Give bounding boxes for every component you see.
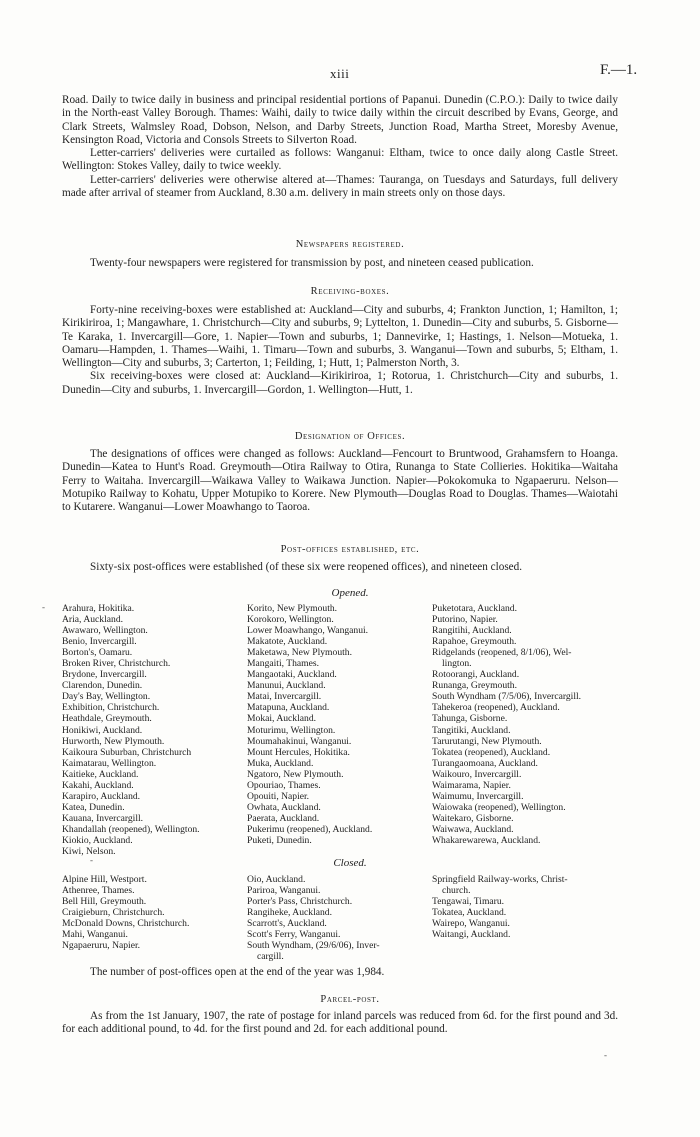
opened-office-entry: Awawaro, Wellington. — [62, 625, 148, 637]
opened-office-entry: Khandallah (reopened), Wellington. — [62, 823, 200, 835]
opened-office-entry: Kaikoura Suburban, Christchurch — [62, 746, 192, 758]
opened-office-entry: Kaitieke, Auckland. — [62, 768, 139, 780]
closed-column-1 — [62, 874, 189, 951]
opened-office-entry: Tangitiki, Auckland. — [432, 724, 511, 736]
newspapers-heading: Newspapers registered. — [295, 239, 405, 250]
opened-office-entry: Aria, Auckland. — [62, 614, 124, 626]
margin-mark: - — [604, 1050, 607, 1060]
opened-office-entry: Putorino, Napier. — [432, 614, 498, 626]
opened-office-entry: Waimumu, Invercargill. — [432, 790, 524, 802]
opened-office-entry: Brydone, Invercargill. — [62, 669, 147, 681]
closed-subheading: Closed. — [333, 857, 367, 869]
opened-office-entry: Pukerimu (reopened), Auckland. — [247, 823, 373, 835]
opened-office-entry: Kakahi, Auckland. — [62, 779, 134, 791]
opened-office-entry: lington. — [442, 658, 472, 670]
margin-mark: - — [90, 855, 93, 865]
parcel-post-text: As from the 1st January, 1907, the rate of postage for inland parcels was reduced from 6d. for the first pound and 3d. for each additional pound, to 4d. for the first pound and 2d. for each additional pound. — [62, 1010, 618, 1036]
closed-column-2 — [247, 874, 380, 962]
opened-office-entry: Mangaotaki, Auckland. — [247, 669, 337, 681]
margin-mark: - — [42, 602, 45, 612]
opened-office-entry: Katea, Dunedin. — [62, 801, 125, 813]
opened-office-entry: Opouriao, Thames. — [247, 779, 321, 791]
page-number: xiii — [330, 66, 350, 81]
opened-office-entry: Rotoorangi, Auckland. — [432, 669, 520, 681]
receiving-boxes-established: Forty-nine receiving-boxes were established at: Auckland—City and suburbs, 4; Frankton Junction, 1; Hamilton, 1; Kirikiriroa, 1; Mangawhare, 1. Christchurch—City and suburbs, 9; Lyttelton, 1. Dunedin—City and suburbs, 5. Gisborne—Te Karaka, 1. Invercargill—Gore, 1. Napier—Town and suburbs, 1; Dannevirke, 1; Hastings, 1. Nelson—Motueka, 1. Oamaru—Hampden, 1. Thames—Waihi, 1. Timaru—Town and suburbs, 3. Wanganui—Town and suburbs, 5; Eltham, 1. Wellington—City and suburbs, 3; Carterton, 1; Feilding, 1; Hutt, 1; Palmerston North, 3. — [62, 304, 618, 370]
closed-office-entry: Bell Hill, Greymouth. — [62, 896, 147, 908]
closed-office-entry: Scott's Ferry, Wanganui. — [247, 929, 341, 941]
opened-office-entry: Benio, Invercargill. — [62, 636, 137, 648]
closed-office-entry: Pariroa, Wanganui. — [247, 885, 321, 897]
closed-office-entry: Ngapaeruru, Napier. — [62, 940, 141, 952]
opened-office-entry: Day's Bay, Wellington. — [62, 691, 151, 703]
opened-office-entry: Makatote, Auckland. — [247, 636, 328, 648]
document-reference: F.—1. — [600, 62, 638, 78]
opened-office-entry: Rangitihi, Auckland. — [432, 625, 512, 637]
opened-column-2 — [247, 603, 372, 846]
opened-office-entry: Tahunga, Gisborne. — [432, 713, 508, 725]
opened-office-entry: Ngatoro, New Plymouth. — [247, 768, 344, 780]
opened-office-entry: Tokatea (reopened), Auckland. — [432, 746, 551, 758]
opened-office-entry: Paerata, Auckland. — [247, 812, 320, 824]
opened-office-entry: Manunui, Auckland. — [247, 680, 326, 692]
opened-office-entry: Lower Moawhango, Wanganui. — [247, 625, 369, 637]
opened-office-entry: Ridgelands (reopened, 8/1/06), Wel- — [432, 647, 572, 659]
opened-column-1 — [62, 603, 200, 857]
opened-office-entry: Kiokio, Auckland. — [62, 834, 133, 846]
opened-office-entry: Puketotara, Auckland. — [432, 603, 517, 614]
closed-office-entry: Craigieburn, Christchurch. — [62, 907, 165, 919]
opened-office-entry: Karapiro, Auckland. — [62, 790, 141, 802]
closed-office-entry: Athenree, Thames. — [62, 885, 135, 897]
opened-office-entry: Tahekeroa (reopened), Auckland. — [432, 702, 560, 714]
closed-office-entry: McDonald Downs, Christchurch. — [62, 918, 190, 930]
opened-office-entry: Waiowaka (reopened), Wellington. — [432, 801, 566, 813]
opened-office-entry: Kaimatarau, Wellington. — [62, 757, 157, 769]
intro-paragraph-1: Road. Daily to twice daily in business and principal residential portions of Papanui. Dunedin (C.P.O.): Daily to twice daily in the North-east Valley Borough. Thames: Waihi, daily to twice daily within the circuit described by Evans, George, and Clark Streets, Walmsley Road, Dobson, Nelson, and Darby Streets, Junction Road, Martha Street, Moresby Avenue, Kensington Road, Victoria and Consols Streets to Silverton Road. — [62, 94, 618, 146]
closed-office-entry: church. — [442, 885, 471, 897]
receiving-boxes-section — [62, 304, 618, 397]
opened-office-entry: Kiwi, Nelson. — [62, 846, 116, 858]
opened-office-entry: Hurworth, New Plymouth. — [62, 735, 165, 747]
closed-office-entry: Wairepo, Wanganui. — [432, 918, 510, 930]
closed-office-entry: Mahi, Wanganui. — [62, 929, 128, 941]
opened-office-entry: Waitekaro, Gisborne. — [432, 812, 514, 824]
opened-office-entry: Runanga, Greymouth. — [432, 680, 517, 692]
opened-office-entry: Arahura, Hokitika. — [62, 603, 135, 614]
opened-office-entry: Turangaomoana, Auckland. — [432, 757, 538, 769]
closed-office-entry: South Wyndham, (29/6/06), Inver- — [247, 940, 380, 952]
opened-office-entry: Mount Hercules, Hokitika. — [247, 746, 350, 758]
opened-office-entry: Owhata, Auckland. — [247, 801, 321, 813]
opened-office-entry: Heathdale, Greymouth. — [62, 713, 152, 725]
opened-office-entry: Tarurutangi, New Plymouth. — [432, 735, 542, 747]
post-offices-heading: Post-offices established, etc. — [280, 544, 420, 555]
opened-office-entry: Borton's, Oamaru. — [62, 647, 133, 659]
closed-office-entry: Porter's Pass, Christchurch. — [247, 896, 353, 908]
opened-office-entry: Rapahoe, Greymouth. — [432, 636, 517, 648]
opened-office-entry: Mokai, Auckland. — [247, 713, 317, 725]
intro-paragraph-2: Letter-carriers' deliveries were curtailed as follows: Wanganui: Eltham, twice to once daily along Castle Street. Wellington: Stokes Valley, daily to twice weekly. — [62, 147, 618, 173]
closed-office-entry: Oio, Auckland. — [247, 874, 306, 885]
closed-office-entry: Tengawai, Timaru. — [432, 896, 505, 908]
opened-office-entry: Waimarama, Napier. — [432, 779, 511, 791]
post-offices-total: The number of post-offices open at the end of the year was 1,984. — [90, 966, 385, 978]
opened-office-entry: Waiwawa, Auckland. — [432, 823, 514, 835]
closed-office-entry: Tokatea, Auckland. — [432, 907, 507, 919]
opened-office-entry: Moturimu, Wellington. — [247, 724, 336, 736]
receiving-boxes-closed: Six receiving-boxes were closed at: Auckland—Kirikiriroa, 1; Rotorua, 1. Christchurch—City and suburbs, 1. Dunedin—City and suburbs, 1. Invercargill—Gordon, 1. Wellington—Hutt, 1. — [62, 370, 618, 396]
opened-office-entry: Maketawa, New Plymouth. — [247, 647, 352, 659]
closed-office-entry: Waitangi, Auckland. — [432, 929, 511, 941]
opened-office-entry: Opouiti, Napier. — [247, 790, 310, 802]
opened-office-entry: South Wyndham (7/5/06), Invercargill. — [432, 691, 582, 703]
opened-office-entry: Mangaiti, Thames. — [247, 658, 320, 670]
closed-office-entry: Rangiheke, Auckland. — [247, 907, 332, 919]
designation-text: The designations of offices were changed as follows: Auckland—Fencourt to Bruntwood, Grahamsfern to Hoanga. Dunedin—Katea to Hunt's Road. Greymouth—Otira Railway to Otira, Runanga to State Collieries. Hokitika—Waitaha Ferry to Waitaha. Invercargill—Waikawa Valley to Waikawa Junction. Napier—Pokokomuka to Ngapaeruru. Nelson—Motupiko Railway to Kohatu, Upper Motupiko to Korere. New Plymouth—Douglas Road to Douglas. Thames—Waiotahi to Kutarere. Wanganui—Lower Moawhango to Taoroa. — [62, 448, 618, 514]
opened-office-entry: Korito, New Plymouth. — [247, 603, 338, 614]
opened-office-entry: Clarendon, Dunedin. — [62, 680, 143, 692]
opened-office-entry: Moumahakinui, Wanganui. — [247, 735, 352, 747]
closed-office-entry: Alpine Hill, Westport. — [62, 874, 147, 885]
closed-office-entry: Scarrott's, Auckland. — [247, 918, 327, 930]
parcel-post-heading: Parcel-post. — [320, 994, 380, 1005]
closed-office-entry: cargill. — [257, 951, 284, 963]
closed-column-3 — [432, 874, 568, 940]
opened-office-entry: Matai, Invercargill. — [247, 691, 322, 703]
post-offices-summary: Sixty-six post-offices were established (of these six were reopened offices), and nineteen closed. — [90, 561, 523, 573]
opened-office-entry: Waikouro, Invercargill. — [432, 768, 522, 780]
newspapers-text: Twenty-four newspapers were registered for transmission by post, and nineteen ceased publication. — [90, 257, 534, 269]
opened-office-entry: Whakarewarewa, Auckland. — [432, 834, 541, 846]
opened-office-entry: Broken River, Christchurch. — [62, 658, 171, 670]
receiving-boxes-heading: Receiving-boxes. — [310, 286, 390, 297]
opened-office-entry: Muka, Auckland. — [247, 757, 314, 769]
opened-office-entry: Korokoro, Wellington. — [247, 614, 334, 626]
opened-subheading: Opened. — [331, 587, 369, 599]
opened-column-3 — [432, 603, 581, 846]
closed-office-entry: Springfield Railway-works, Christ- — [432, 874, 568, 885]
intro-paragraph-3: Letter-carriers' deliveries were otherwise altered at—Thames: Tauranga, on Tuesdays and Saturdays, full delivery made after arrival of steamer from Auckland, 8.30 a.m. delivery in main streets only on those days. — [62, 173, 618, 200]
opened-office-entry: Kauana, Invercargill. — [62, 812, 144, 824]
designation-heading: Designation of Offices. — [294, 431, 406, 442]
intro-section — [62, 94, 618, 200]
opened-office-entry: Matapuna, Auckland. — [247, 702, 330, 714]
opened-office-entry: Exhibition, Christchurch. — [62, 702, 160, 714]
opened-office-entry: Puketi, Dunedin. — [247, 834, 312, 846]
opened-office-entry: Honikiwi, Auckland. — [62, 724, 143, 736]
